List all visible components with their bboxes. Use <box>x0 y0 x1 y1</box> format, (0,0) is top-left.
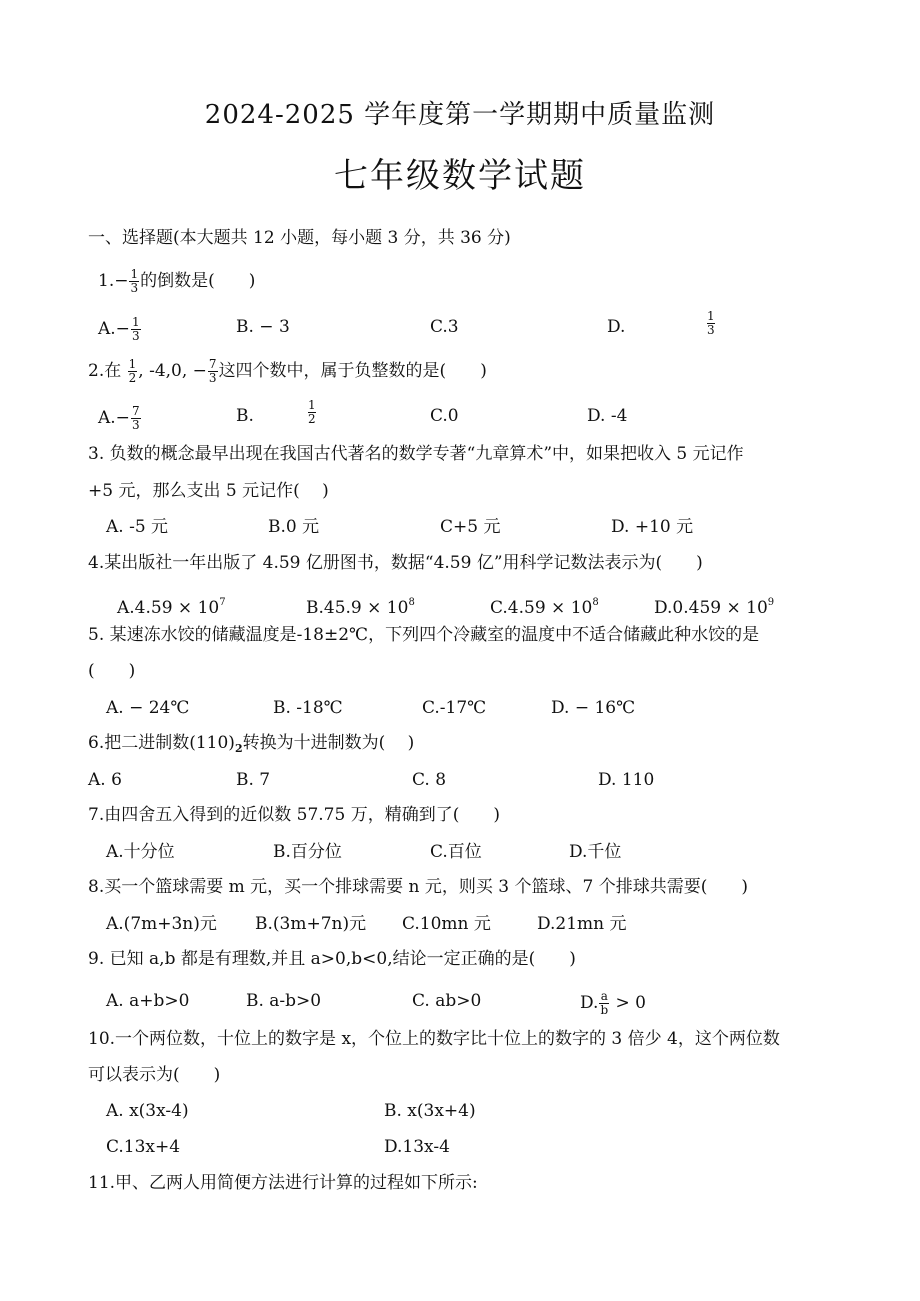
section-heading: 一、选择题(本大题共 12 小题，每小题 3 分，共 36 分) <box>88 228 511 248</box>
q1-option-a: A.− $\frac{1}{3}$ <box>98 315 140 343</box>
q10-option-d: D.13x-4 <box>384 1137 450 1157</box>
question-5-line-1: 5. 某速冻水饺的储藏温度是-18±2℃，下列四个冷藏室的温度中不适合储藏此种水饺的是 <box>88 625 760 645</box>
q10-option-a: A. x(3x-4) <box>106 1101 189 1121</box>
exam-header: 2024-2025 学年度第一学期期中质量监测 <box>204 100 716 130</box>
q3-option-d: D. +10 元 <box>611 517 694 537</box>
q6-option-c: C. 8 <box>412 770 447 790</box>
q1-fraction: $\frac{1}{3}$ <box>130 267 139 295</box>
q7-option-c: C.百位 <box>430 842 482 862</box>
q4-option-a: $A.4.59 \times 10^7$ <box>117 597 226 618</box>
question-6: 6.把二进制数$(110)_2$转换为十进制数为( ) <box>88 733 415 755</box>
q5-option-d: D. − 16℃ <box>551 698 636 718</box>
question-5-line-2: ( ) <box>88 661 136 681</box>
question-8: 8.买一个篮球需要 m 元，买一个排球需要 n 元，则买 3 个篮球、7 个排球共需要( ) <box>88 877 749 897</box>
q4-option-b: $B.45.9 \times 10^8$ <box>306 597 415 618</box>
q1-option-d: D. <box>607 317 626 337</box>
q9-option-c: C. ab>0 <box>412 991 482 1011</box>
q1-text: 的倒数是( ) <box>140 271 256 291</box>
q8-option-a: A.(7m+3n)元 <box>106 914 217 934</box>
question-9: 9. 已知 a,b 都是有理数,并且 a>0,b<0,结论一定正确的是( ) <box>88 949 576 969</box>
exam-title: 七年级数学试题 <box>334 156 586 196</box>
q8-option-d: D.21mn 元 <box>537 914 627 934</box>
question-1 <box>98 268 255 295</box>
q9-option-a: A. a+b>0 <box>106 991 190 1011</box>
q1-option-b: B. − 3 <box>236 317 290 337</box>
q3-option-c: C+5 元 <box>440 517 501 537</box>
q6-option-d: D. 110 <box>598 770 655 790</box>
q10-option-b: B. x(3x+4) <box>384 1101 476 1121</box>
question-2: 2.在 $\frac{1}{2}$ , -4,0, − $\frac{7}{3}$ 这四个数中，属于负整数的是( ) <box>88 357 487 385</box>
q1-option-c: C.3 <box>430 317 459 337</box>
q4-option-d: $D.0.459 \times 10^9$ <box>654 597 775 618</box>
q7-option-d: D.千位 <box>569 842 622 862</box>
q4-option-c: $C.4.59 \times 10^8$ <box>490 597 599 618</box>
question-3-line-1: 3. 负数的概念最早出现在我国古代著名的数学专著“九章算术”中，如果把收入 5 元记作 <box>88 444 744 464</box>
q5-option-c: C.-17℃ <box>422 698 487 718</box>
q8-option-c: C.10mn 元 <box>402 914 491 934</box>
q2-option-b: B. <box>236 406 254 426</box>
q2-option-b-fraction: 1 2 <box>308 398 316 426</box>
q1-option-d-fraction: 1 3 <box>707 309 715 337</box>
question-11: 11.甲、乙两人用简便方法进行计算的过程如下所示: <box>88 1173 478 1193</box>
q7-option-b: B.百分位 <box>273 842 342 862</box>
q1-sign: − <box>114 271 129 291</box>
q1-number: 1. <box>98 271 115 291</box>
q7-option-a: A.十分位 <box>106 842 175 862</box>
q2-fraction-1: $\frac{1}{2}$ <box>128 357 137 385</box>
q2-option-d: D. -4 <box>587 406 628 426</box>
question-7: 7.由四舍五入得到的近似数 57.75 万，精确到了( ) <box>88 805 500 825</box>
q5-option-b: B. -18℃ <box>273 698 343 718</box>
q6-option-a: A. 6 <box>88 770 122 790</box>
q2-fraction-2: $\frac{7}{3}$ <box>208 357 217 385</box>
q5-option-a: A. − 24℃ <box>106 698 190 718</box>
q9-option-d: D. $\frac{a}{b}$ > 0 <box>580 989 646 1017</box>
q9-option-b: B. a-b>0 <box>246 991 322 1011</box>
q3-option-a: A. -5 元 <box>106 517 169 537</box>
question-10-line-2: 可以表示为( ) <box>88 1065 221 1085</box>
q10-option-c: C.13x+4 <box>106 1137 181 1157</box>
question-3-line-2: +5 元，那么支出 5 元记作( ) <box>88 481 329 501</box>
q2-option-c: C.0 <box>430 406 459 426</box>
q3-option-b: B.0 元 <box>268 517 320 537</box>
q6-option-b: B. 7 <box>236 770 271 790</box>
q8-option-b: B.(3m+7n)元 <box>255 914 367 934</box>
q2-option-a: A.− $\frac{7}{3}$ <box>98 404 140 432</box>
question-4: 4.某出版社一年出版了 4.59 亿册图书，数据“4.59 亿”用科学记数法表示为( ) <box>88 553 703 573</box>
question-10-line-1: 10.一个两位数，十位上的数字是 x，个位上的数字比十位上的数字的 3 倍少 4，这个两位数 <box>88 1029 780 1049</box>
